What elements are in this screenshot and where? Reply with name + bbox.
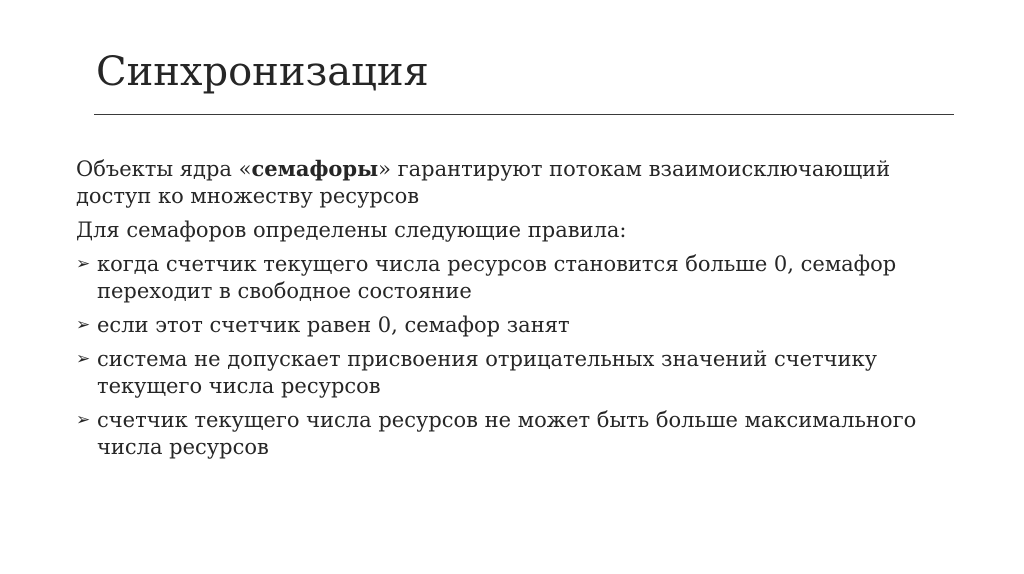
intro-text-before: Объекты ядра « bbox=[76, 157, 252, 181]
intro-bold-term: семафоры bbox=[251, 156, 379, 181]
arrow-checkmark-icon: ➢ bbox=[76, 254, 91, 274]
bullet-text: система не допускает присвоения отрицательных значений счетчику текущего числа ресурсов bbox=[97, 347, 878, 398]
intro-paragraph bbox=[76, 155, 956, 210]
bullet-item bbox=[76, 312, 956, 339]
intro-text-after: » гарантируют потокам взаимоисключающий доступ ко множеству ресурсов bbox=[76, 157, 891, 208]
bullet-text: если этот счетчик равен 0, семафор занят bbox=[97, 313, 570, 337]
arrow-checkmark-icon: ➢ bbox=[76, 315, 91, 335]
slide-body bbox=[76, 155, 956, 468]
rules-heading: Для семафоров определены следующие правила: bbox=[76, 218, 627, 242]
bullet-item bbox=[76, 251, 956, 305]
arrow-checkmark-icon: ➢ bbox=[76, 410, 91, 430]
title-divider bbox=[94, 114, 954, 115]
slide-title: Синхронизация bbox=[96, 49, 429, 95]
bullet-item bbox=[76, 346, 956, 400]
bullet-text: счетчик текущего числа ресурсов не может быть больше максимального числа ресурсов bbox=[97, 408, 917, 459]
arrow-checkmark-icon: ➢ bbox=[76, 349, 91, 369]
bullet-text: когда счетчик текущего числа ресурсов становится больше 0, семафор переходит в свободное состояние bbox=[97, 252, 897, 303]
bullet-item bbox=[76, 407, 956, 461]
